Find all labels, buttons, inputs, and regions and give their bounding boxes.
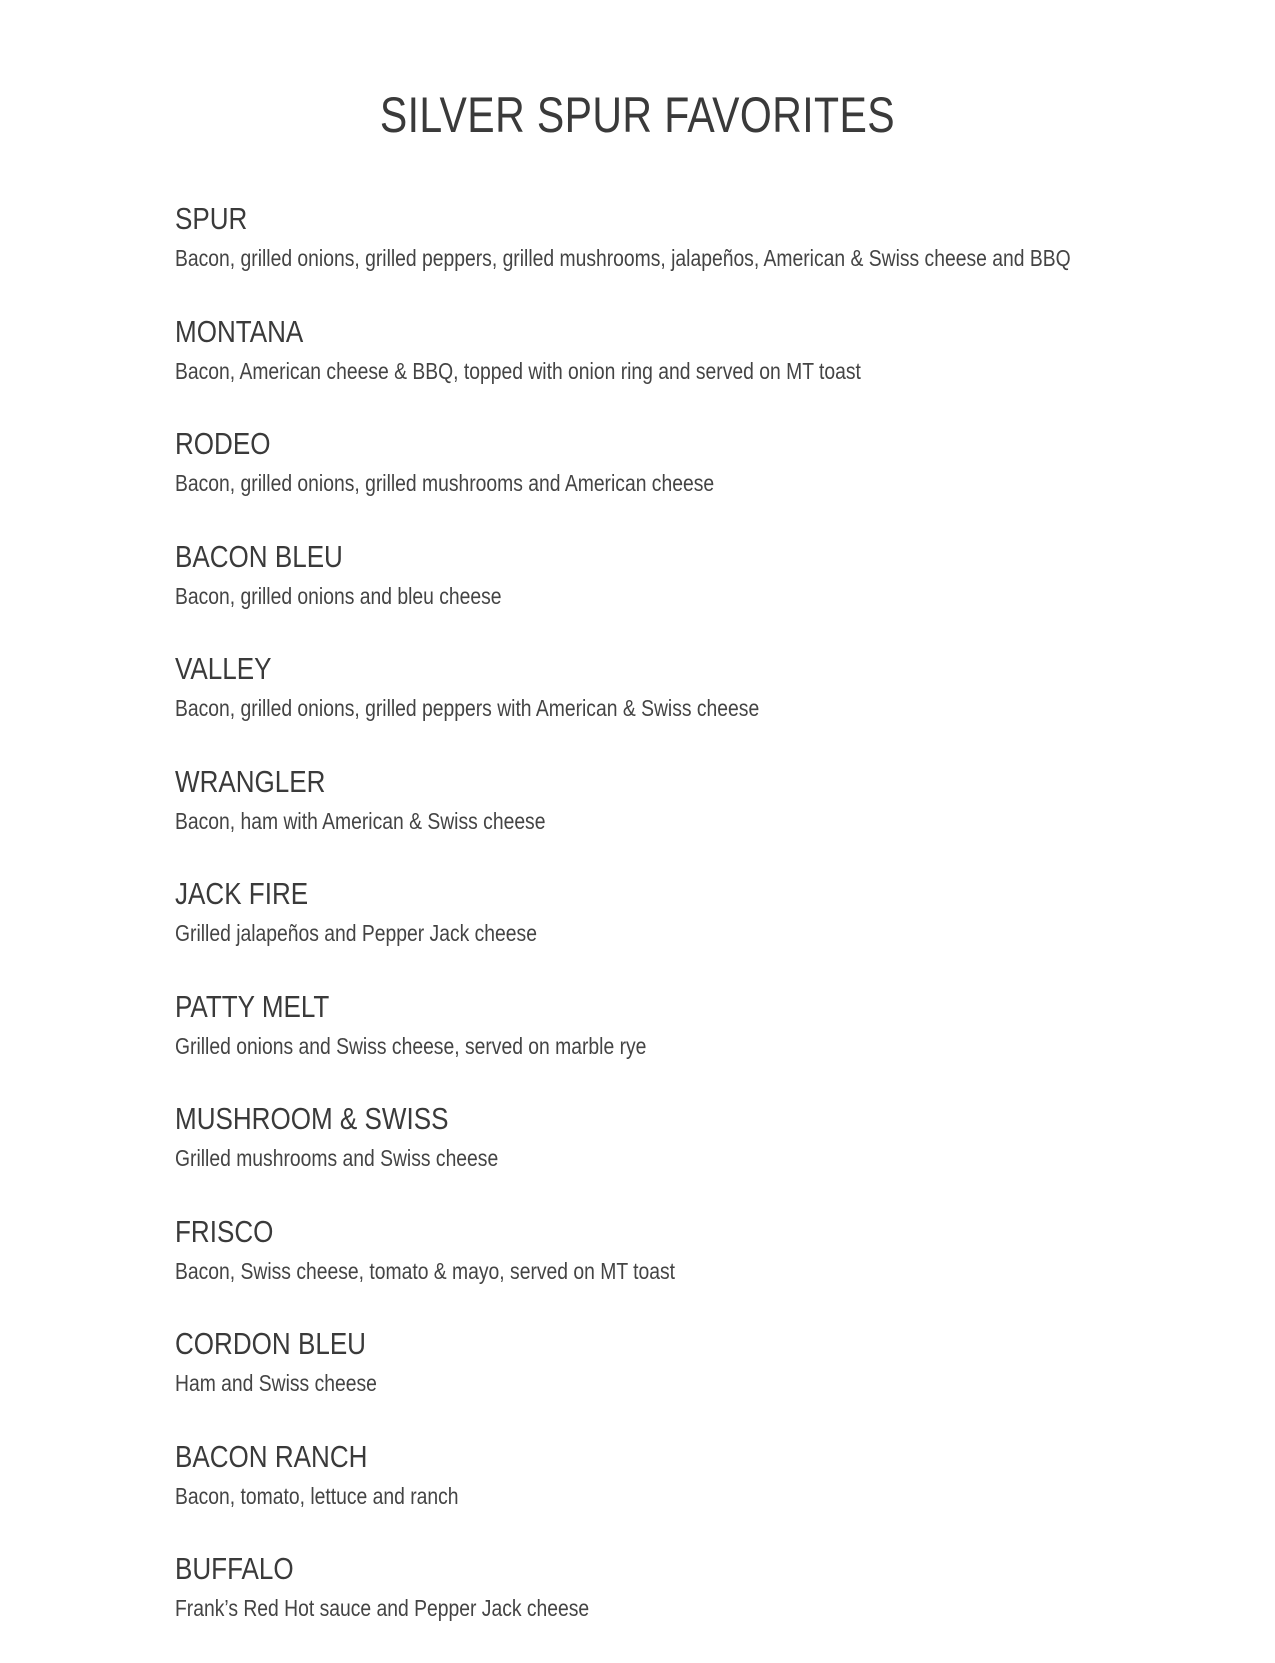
menu-item — [175, 538, 1175, 651]
menu-item-description: Bacon, grilled onions, grilled peppers, grilled mushrooms, jalapeños, American & Swiss cheese and BBQ — [175, 245, 1071, 271]
menu-item — [175, 1100, 1175, 1213]
menu-item-description: Grilled jalapeños and Pepper Jack cheese — [175, 920, 537, 946]
menu-item-name: MONTANA — [175, 313, 304, 349]
menu-item — [175, 1438, 1175, 1551]
menu-item-name: VALLEY — [175, 651, 272, 686]
menu-item-description: Bacon, grilled onions and bleu cheese — [175, 582, 502, 609]
menu-item-name: WRANGLER — [175, 763, 326, 799]
menu-item-name: CORDON BLEU — [175, 1326, 366, 1361]
menu-item-description: Ham and Swiss cheese — [175, 1370, 377, 1396]
menu-item-description: Bacon, grilled onions, grilled mushrooms and American cheese — [175, 470, 715, 496]
menu-item-name: BACON RANCH — [175, 1438, 368, 1474]
menu-item-description: Bacon, ham with American & Swiss cheese — [175, 807, 546, 834]
menu-item-description: Bacon, American cheese & BBQ, topped with onion ring and served on MT toast — [175, 357, 861, 384]
menu-item-description: Bacon, tomato, lettuce and ranch — [175, 1482, 459, 1509]
menu-item-description: Bacon, grilled onions, grilled peppers with American & Swiss cheese — [175, 695, 760, 721]
menu-item — [175, 313, 1175, 426]
menu-title: SILVER SPUR FAVORITES — [379, 87, 895, 143]
menu-item — [175, 875, 1175, 988]
menu-item — [175, 988, 1175, 1101]
menu-item-name: PATTY MELT — [175, 988, 330, 1024]
menu-item — [175, 650, 1175, 763]
menu-item-name: MUSHROOM & SWISS — [175, 1101, 449, 1136]
menu-item — [175, 763, 1175, 876]
menu-item — [175, 1550, 1175, 1663]
menu-item — [175, 1213, 1175, 1326]
menu-item-name: FRISCO — [175, 1213, 274, 1249]
menu-item — [175, 200, 1175, 313]
menu-item-description: Grilled onions and Swiss cheese, served on marble rye — [175, 1032, 647, 1059]
menu-item-name: JACK FIRE — [175, 876, 309, 911]
menu-item-name: SPUR — [175, 201, 248, 236]
menu-item-description: Bacon, Swiss cheese, tomato & mayo, served on MT toast — [175, 1257, 676, 1284]
menu-item — [175, 425, 1175, 538]
menu-item-description: Grilled mushrooms and Swiss cheese — [175, 1145, 499, 1171]
menu-item-name: BUFFALO — [175, 1551, 294, 1586]
menu-item-list — [175, 200, 1175, 1663]
menu-item — [175, 1325, 1175, 1438]
menu-item-name: BACON BLEU — [175, 538, 343, 574]
menu-item-name: RODEO — [175, 426, 271, 461]
menu-item-description: Frank’s Red Hot sauce and Pepper Jack cheese — [175, 1595, 590, 1621]
